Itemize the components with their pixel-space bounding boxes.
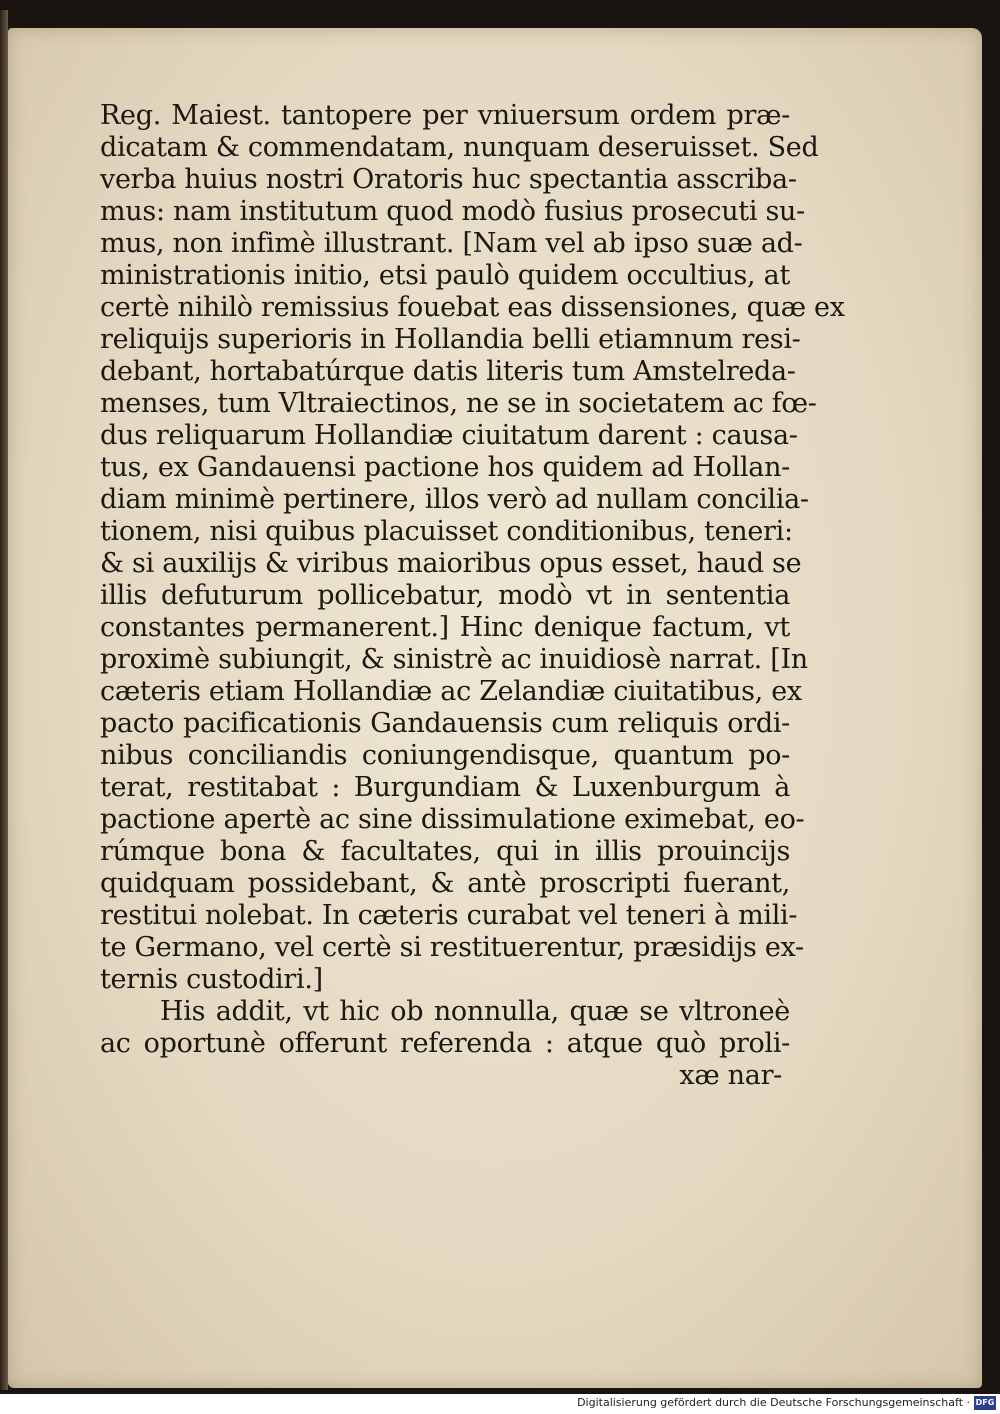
- dfg-logo-icon: DFG: [974, 1396, 996, 1410]
- text-line: tionem, nisi quibus placuisset conditionibus, teneri:: [100, 516, 793, 547]
- digitization-footer: [0, 1394, 1000, 1414]
- text-line: tus, ex Gandauensi pactione hos quidem ad Hollan-: [100, 452, 790, 483]
- text-line: pactione apertè ac sine dissimulatione eximebat, eo-: [100, 804, 805, 835]
- text-line: mus, non infimè illustrant. [Nam vel ab ipso suæ ad-: [100, 228, 803, 259]
- text-line: nibus conciliandis coniungendisque, quantum po-: [100, 740, 790, 771]
- text-line: Reg. Maiest. tantopere per vniuersum ordem præ-: [100, 100, 790, 131]
- text-line: verba huius nostri Oratoris huc spectantia asscriba-: [100, 164, 797, 195]
- text-line: debant, hortabatúrque datis literis tum Amstelreda-: [100, 356, 796, 387]
- paragraph-start-line: His addit, vt hic ob nonnulla, quæ se vltroneè: [160, 996, 790, 1027]
- text-line: certè nihilò remissius fouebat eas dissensiones, quæ ex: [100, 292, 845, 323]
- text-line: restitui nolebat. In cæteris curabat vel teneri à mili-: [100, 900, 798, 931]
- text-line: diam minimè pertinere, illos verò ad nullam concilia-: [100, 484, 809, 515]
- text-line: ac oportunè offerunt referenda : atque quò proli-: [100, 1028, 790, 1059]
- text-line: menses, tum Vltraiectinos, ne se in societatem ac fœ-: [100, 388, 817, 419]
- facing-page-edge: [0, 10, 8, 1390]
- text-line: terat, restitabat : Burgundiam & Luxenburgum à: [100, 772, 790, 803]
- body-text: [100, 100, 845, 1092]
- text-line: reliquijs superioris in Hollandia belli etiamnum resi-: [100, 324, 801, 355]
- text-line: illis defuturum pollicebatur, modò vt in sententia: [100, 580, 790, 611]
- text-line: quidquam possidebant, & antè proscripti fuerant,: [100, 868, 790, 899]
- text-line: te Germano, vel certè si restituerentur, præsidijs ex-: [100, 932, 804, 963]
- text-line: dus reliquarum Hollandiæ ciuitatum darent : causa-: [100, 420, 798, 451]
- text-line: ministrationis initio, etsi paulò quidem occultius, at: [100, 260, 790, 291]
- text-line: dicatam & commendatam, nunquam deseruisset. Sed: [100, 132, 819, 163]
- text-line: mus: nam institutum quod modò fusius prosecuti su-: [100, 196, 805, 227]
- text-line: pacto pacificationis Gandauensis cum reliquis ordi-: [100, 708, 790, 739]
- text-line: proximè subiungit, & sinistrè ac inuidiosè narrat. [In: [100, 644, 808, 675]
- text-line: & si auxilijs & viribus maioribus opus esset, haud se: [100, 548, 802, 579]
- text-line: cæteris etiam Hollandiæ ac Zelandiæ ciuitatibus, ex: [100, 676, 802, 707]
- text-line: ternis custodiri.]: [100, 964, 323, 995]
- book-page: [8, 28, 982, 1388]
- funding-credit: Digitalisierung gefördert durch die Deutsche Forschungsgemeinschaft ·: [577, 1396, 970, 1409]
- catchword: xæ nar-: [679, 1060, 782, 1091]
- text-line: rúmque bona & facultates, qui in illis prouincijs: [100, 836, 790, 867]
- text-line: constantes permanerent.] Hinc denique factum, vt: [100, 612, 790, 643]
